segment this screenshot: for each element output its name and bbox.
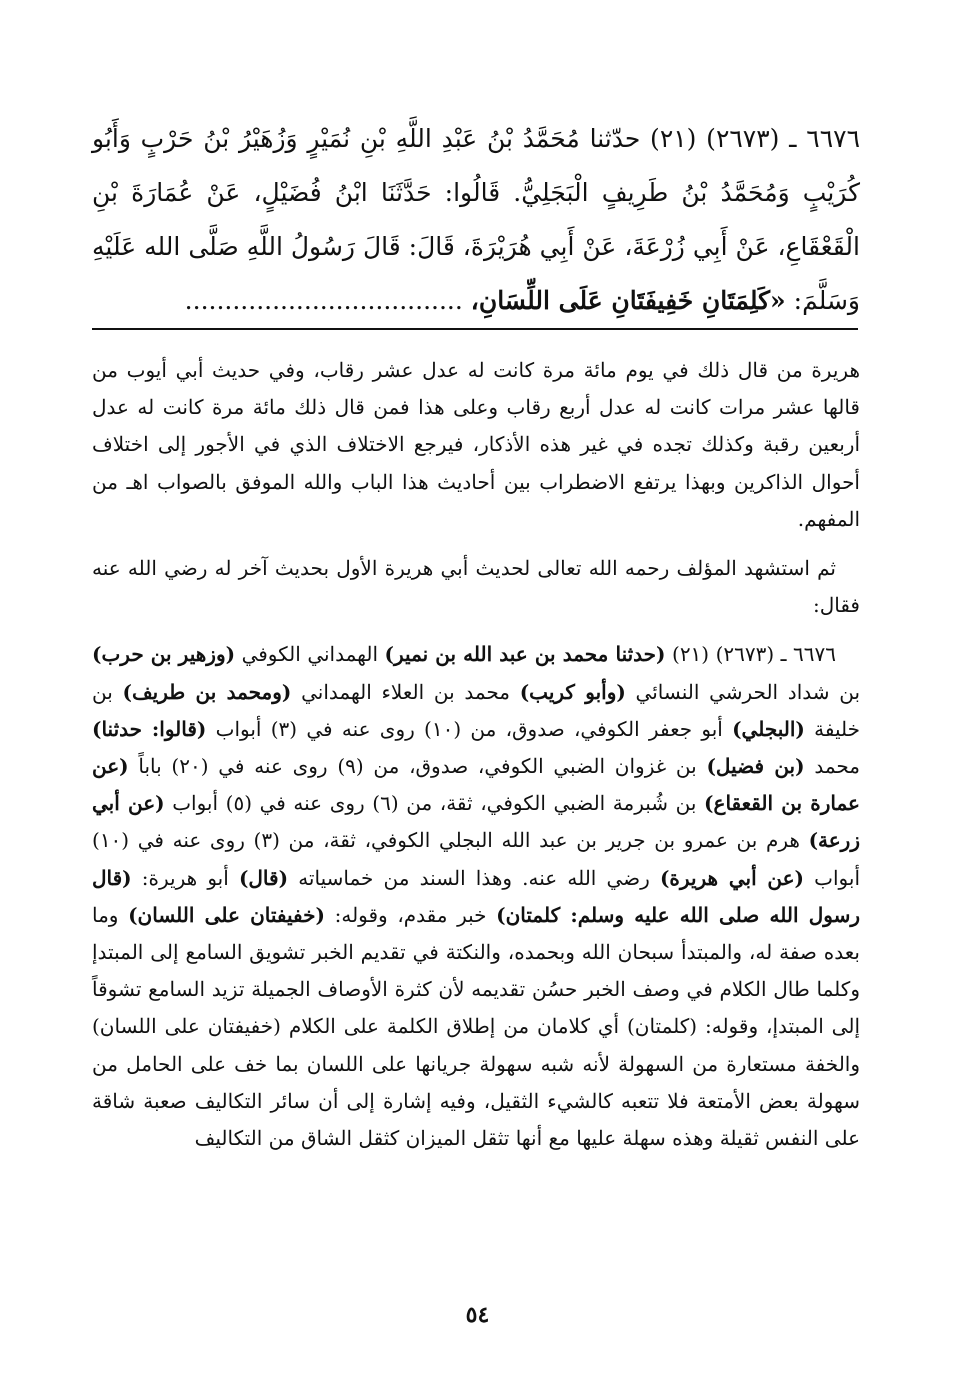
segment: وما بعده صفة له، والمبتدأ سبحان الله وبحمده، والنكتة في تقديم الخبر تشويق السامع إلى المبتدإ وكلما طال الكلام في وصف الخبر حسُن تقديمه لأن كثرة الأوصاف الجميلة تزيد السامع تشوقاً إلى المبتدإ، وقوله: (كلمتان) أي كلامان من إطلاق الكلمة على الكلام (خفيفتان على اللسان) والخفة مستعارة من السهولة لأنه شبه سهولة جريانها على اللسان بما خف على الحامل من سهولة بعض الأمتعة فلا تتعبه كالشيء الثقيل، وفيه إشارة إلى أن سائر التكاليف صعبة شاقة على النفس ثقيلة وهذه سهلة عليها مع أنها تثقل الميزان كثقل الشاق من التكاليف xyxy=(92,902,860,1151)
matn-fragment: (عن أبي هريرة) xyxy=(659,865,805,890)
matn-fragment: (قال) xyxy=(238,865,289,890)
commentary xyxy=(92,352,860,1157)
hadith-number: ٦٦٧٦ ـ (٢٦٧٣) (٢١) xyxy=(650,124,860,153)
segment: ٦٦٧٦ ـ (٢٦٧٣) (٢١) xyxy=(665,642,836,667)
page-number: ٥٤ xyxy=(465,1302,490,1328)
matn-fragment: (حدثنا محمد بن عبد الله بن نمير) xyxy=(384,642,666,667)
matn-fragment: (خفيفتان على اللسان) xyxy=(128,902,325,927)
matn-fragment: (عن عمارة بن القعقاع) xyxy=(92,754,860,816)
segment: رضي الله عنه. وهذا السند من خماسياته xyxy=(288,865,660,890)
segment: محمد بن العلاء الهمداني xyxy=(291,679,520,704)
segment: محمد xyxy=(804,754,861,779)
matn-fragment: (قال رسول الله صلى الله عليه وسلم: كلمتان) xyxy=(92,865,860,927)
matn-fragment: (ومحمد بن طريف) xyxy=(122,679,292,704)
segment: خبر مقدم، وقوله: xyxy=(325,902,497,927)
commentary-paragraph-1: هريرة من قال ذلك في يوم مائة مرة كانت له عدل عشر رقاب، وفي حديث أبي أيوب من قالها عشر مرات كانت له عدل أربع رقاب وعلى هذا فمن قال ذلك مائة مرة كانت له عدل أربعين رقبة وكذلك تجده في غير هذه الأذكار، فيرجع الاختلاف الذي في الأجور إلى اختلاف أحوال الذاكرين وبهذا يرتفع الاضطراب بين أحاديث هذا الباب والله الموفق بالصواب اهـ من المفهم. xyxy=(92,358,860,531)
commentary-paragraph-3 xyxy=(92,636,860,1157)
commentary-paragraph-2: ثم استشهد المؤلف رحمه الله تعالى لحديث أبي هريرة الأول بحديث آخر له رضي الله عنه فقال: xyxy=(92,556,860,618)
hadith-isnad: حدّثنا مُحَمَّدُ بْنُ عَبْدِ اللَّهِ بْنِ نُمَيْرٍ وَزُهَيْرُ بْنُ حَرْبٍ وَأَبُو كُرَيْبٍ وَمُحَمَّدُ بْنُ طَرِيفٍ الْبَجَلِيُّ. قَالُوا: حَدَّثَنَا ابْنُ فُضَيْلٍ، عَنْ عُمَارَةَ بْنِ الْقَعْقَاعِ، عَنْ أَبِي زُرْعَةَ، عَنْ أَبِي هُرَيْرَةَ، قَالَ: قَالَ رَسُولُ اللَّهِ صَلَّى الله عَلَيْهِ وَسَلَّمَ: xyxy=(92,124,860,315)
matn-fragment: (بن فضيل) xyxy=(706,754,805,779)
hadith-matn-quote: «كَلِمَتَانِ خَفِيفَتَانِ عَلَى اللِّسَانِ، xyxy=(470,286,786,315)
matn-fragment: (وأبو كريب) xyxy=(519,679,626,704)
segment: بن شداد الحرشي النسائي xyxy=(625,679,861,704)
matn-fragment: (البجلي) xyxy=(732,716,805,741)
segment: هرم بن عمرو بن جرير بن عبد الله البجلي الكوفي، ثقة، من (٣) روى عنه في (١٠) أبواب xyxy=(92,828,860,890)
matn-fragment: (عن أبي زرعة) xyxy=(92,791,860,853)
hadith-continuation-dots: ................................... xyxy=(184,286,463,315)
segment: أبو هريرة: xyxy=(131,865,239,890)
segment: أبو جعفر الكوفي، صدوق، من (١٠) روى عنه في (٣) أبواب xyxy=(206,716,733,741)
hadith-text xyxy=(92,112,860,328)
segment: الهمداني الكوفي xyxy=(235,642,385,667)
segment: بن غزوان الضبي الكوفي، صدوق، من (٩) روى عنه في (٢٠) باباً xyxy=(128,754,707,779)
segment: بن شُبرمة الضبي الكوفي، ثقة، من (٦) روى عنه في (٥) أبواب xyxy=(164,791,705,816)
segment: بن خليفة xyxy=(92,679,861,741)
matn-fragment: (وزهير بن حرب) xyxy=(92,642,236,667)
matn-fragment: (قالوا: حدثنا) xyxy=(92,716,207,741)
separator-line xyxy=(92,328,858,330)
